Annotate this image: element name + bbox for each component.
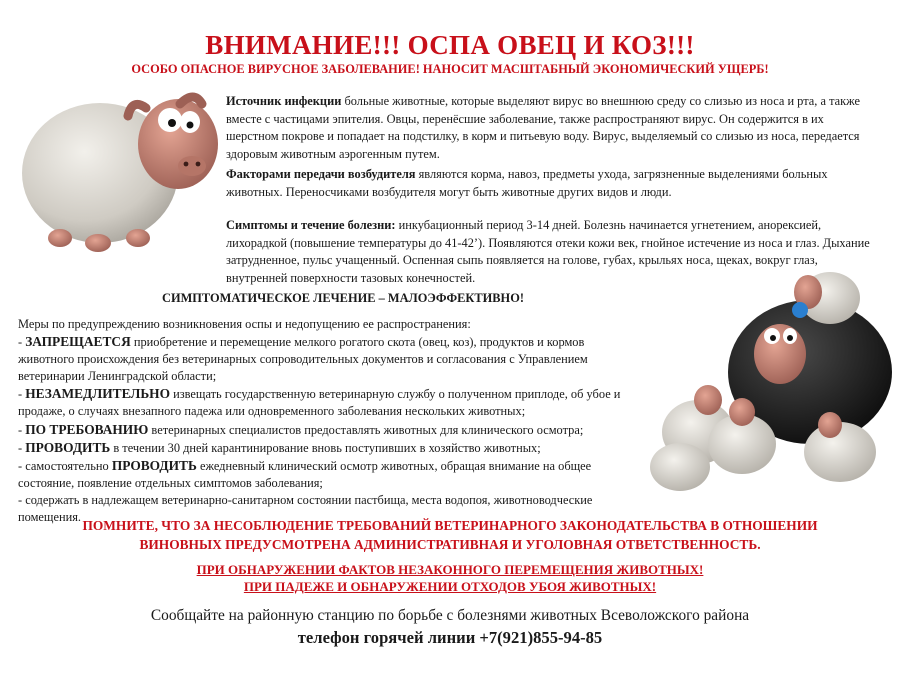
measure-item: - ПО ТРЕБОВАНИЮ ветеринарных специалистов предоставлять животных для клинического осмотра; xyxy=(18,421,584,437)
measure-item: - ЗАПРЕЩАЕТСЯ приобретение и перемещение мелкого рогатого скота (овец, коз), продуктов и кормов xyxy=(18,334,585,350)
measure-item: - НЕЗАМЕДЛИТЕЛЬНО извещать государственную ветеринарную службу о полученном приплоде, об убое и xyxy=(18,386,621,402)
transmission-factors-text: являются корма, навоз, предметы ухода, загрязненные выделениями больных животных. Переносчиками возбудителя могут быть животные других видов и люди. xyxy=(226,167,828,199)
legal-warning-line: ПОМНИТЕ, ЧТО ЗА НЕСОБЛЮДЕНИЕ ТРЕБОВАНИЙ ВЕТЕРИНАРНОГО ЗАКОНОДАТЕЛЬСТВА В ОТНОШЕНИИ xyxy=(82,518,818,533)
measure-item-continued: состояние, появление отдельных симптомов заболевания; xyxy=(18,475,323,490)
sheep-group-illustration xyxy=(640,262,895,497)
legal-warning-line: ВИНОВНЫХ ПРЕДУСМОТРЕНА АДМИНИСТРАТИВНАЯ И УГОЛОВНАЯ ОТВЕТСТВЕННОСТЬ. xyxy=(139,536,761,552)
poster-title: ВНИМАНИЕ!!! ОСПА ОВЕЦ И КОЗ!!! xyxy=(205,30,695,60)
symptoms-label: Симптомы и течение болезни: xyxy=(226,218,396,232)
infection-source-label: Источник инфекции xyxy=(226,94,342,108)
infection-source-text: больные животные, которые выделяют вирус во внешнюю среду со слизью из носа и рта, а также вместе с частицами эпителия. Овцы, перенёсшие заболевание, также распространяют вирус. Он содержится в их шерстном покрове и попадает на подстилку, в корм и питьевую воду. Вирус, выделяемый со слизью из носа, передается здоровым животным аэрогенным путем. xyxy=(226,94,861,161)
transmission-factors-paragraph xyxy=(226,166,876,201)
measure-item: - самостоятельно ПРОВОДИТЬ ежедневный клинический осмотр животных, обращая внимание на общее xyxy=(18,457,592,473)
poster-subtitle: ОСОБО ОПАСНОЕ ВИРУСНОЕ ЗАБОЛЕВАНИЕ! НАНОСИТ МАСШТАБНЫЙ ЭКОНОМИЧЕСКИЙ УЩЕРБ! xyxy=(131,62,769,76)
measure-item-continued: животного происхождения без ветеринарных сопроводительных документов и согласования с Управлением xyxy=(18,352,588,367)
report-notice-line: ПРИ ПАДЕЖЕ И ОБНАРУЖЕНИИ ОТХОДОВ УБОЯ ЖИВОТНЫХ! xyxy=(243,579,657,594)
sheep-illustration-left xyxy=(20,78,220,258)
measure-item: - ПРОВОДИТЬ в течении 30 дней карантинирование вновь поступивших в хозяйство животных; xyxy=(18,439,541,455)
treatment-heading: СИМПТОМАТИЧЕСКОЕ ЛЕЧЕНИЕ – МАЛОЭФФЕКТИВНО! xyxy=(162,291,524,305)
report-notice xyxy=(0,561,900,595)
report-notice-line: ПРИ ОБНАРУЖЕНИИ ФАКТОВ НЕЗАКОННОГО ПЕРЕМЕЩЕНИЯ ЖИВОТНЫХ! xyxy=(196,562,704,577)
measure-item-continued: продаже, о случаях внезапного падежа или одновременного заболевания нескольких животных; xyxy=(18,404,526,419)
measures-intro: Меры по предупреждению возникновения оспы и недопущению ее распространения: xyxy=(18,317,471,331)
infection-source-paragraph xyxy=(226,93,876,163)
transmission-factors-label: Факторами передачи возбудителя xyxy=(226,167,416,181)
legal-warning xyxy=(0,517,900,554)
measure-item: - содержать в надлежащем ветеринарно-санитарном состоянии пастбища, места водопоя, животноводческие xyxy=(18,492,593,507)
contact-text: Сообщайте на районную станцию по борьбе с болезнями животных Всеволожского района xyxy=(150,607,750,624)
prevention-measures-list xyxy=(18,316,690,526)
symptoms-text: инкубационный период 3-14 дней. Болезнь начинается угнетением, анорексией, лихорадкой (повышение температуры до 41-42’). Появляются отеки кожи век, гнойное истечение из носа и глаз. Дыхание затрудненное, пульс учащенный. Оспенная сыпь появляется на голове, губах, крыльях носа, щеках, вокруг глаз, внутренней поверхности тазовых конечностей. xyxy=(226,218,870,285)
measure-item-continued: помещения. xyxy=(18,510,82,525)
measure-item-continued: ветеринарии Ленинградской области; xyxy=(18,369,217,384)
hotline-phone: телефон горячей линии +7(921)855-94-85 xyxy=(297,628,603,647)
